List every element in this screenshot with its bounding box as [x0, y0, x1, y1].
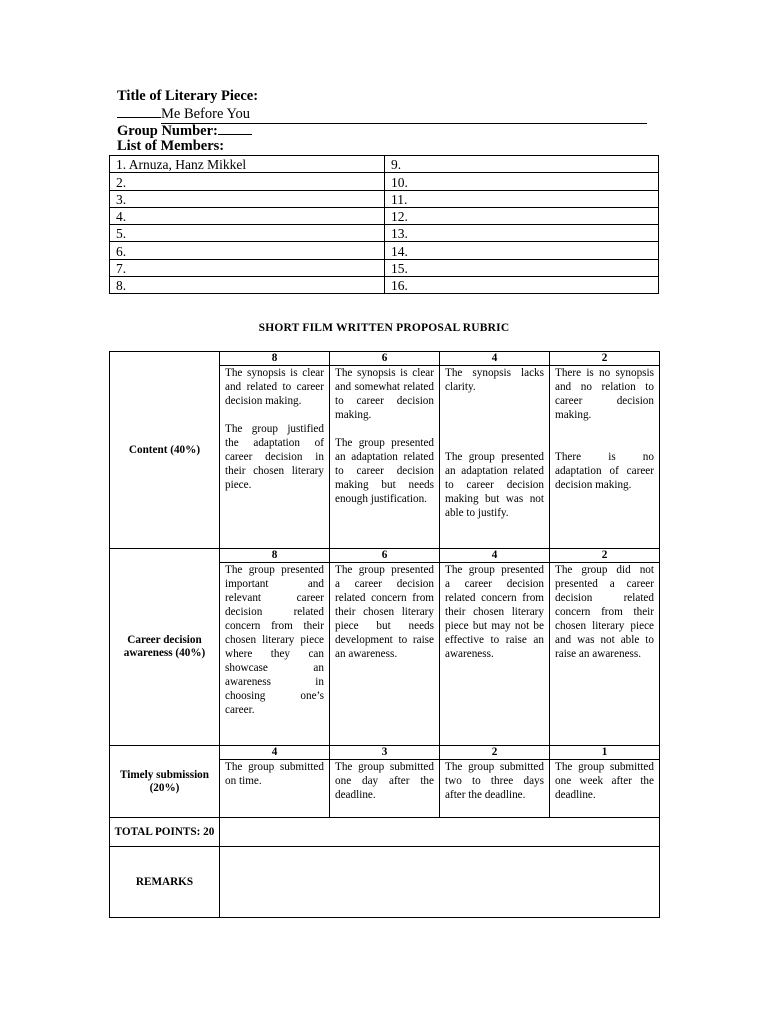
members-table	[109, 155, 659, 294]
total-row	[110, 818, 660, 847]
descriptor-cell: The group submitted one week after the deadline.	[550, 760, 660, 818]
adaptation-descriptor: There is no adaptation of career decision making.	[555, 451, 654, 491]
score-header: 2	[550, 352, 660, 366]
remarks-label: REMARKS	[110, 847, 220, 918]
descriptor-cell: The group did not presented a career decision related concern from their chosen literary piece and was not able to raise an awareness.	[550, 563, 660, 746]
remarks-cell	[220, 847, 660, 918]
synopsis-descriptor: The synopsis lacks clarity.	[445, 367, 544, 393]
descriptor-cell	[550, 366, 660, 549]
member-cell: 9.	[385, 156, 659, 173]
table-row	[110, 207, 659, 224]
literary-piece-title: Me Before You	[161, 106, 647, 124]
total-points-label: TOTAL POINTS: 20	[110, 818, 220, 847]
table-row	[110, 242, 659, 259]
descriptor-cell: The group presented a career decision related concern from their chosen literary piece but may not be effective to raise an awareness.	[440, 563, 550, 746]
title-blank	[117, 104, 161, 118]
descriptor-cell: The group submitted two to three days after the deadline.	[440, 760, 550, 818]
rubric-table	[109, 351, 660, 918]
score-header: 3	[330, 746, 440, 760]
score-header: 1	[550, 746, 660, 760]
member-cell: 11.	[385, 190, 659, 207]
table-row	[110, 225, 659, 242]
member-cell: 7.	[110, 259, 385, 276]
score-row	[110, 549, 660, 563]
adaptation-descriptor: The group presented an adaptation related to career decision making but was not able to justify.	[445, 451, 544, 519]
adaptation-descriptor: The group presented an adaptation related to career decision making but needs enough justification.	[335, 437, 434, 505]
table-row	[110, 190, 659, 207]
score-row	[110, 746, 660, 760]
member-cell: 14.	[385, 242, 659, 259]
score-header: 4	[440, 352, 550, 366]
table-row	[110, 259, 659, 276]
score-header: 8	[220, 352, 330, 366]
group-number-label: Group Number:	[117, 123, 218, 139]
member-cell: 13.	[385, 225, 659, 242]
descriptor-cell: The group submitted on time.	[220, 760, 330, 818]
total-points-cell	[220, 818, 660, 847]
group-number-blank	[218, 121, 252, 135]
score-header: 4	[220, 746, 330, 760]
synopsis-descriptor: The synopsis is clear and related to career decision making.	[225, 367, 324, 407]
score-header: 2	[440, 746, 550, 760]
member-cell: 15.	[385, 259, 659, 276]
descriptor-cell: The group presented a career decision related concern from their chosen literary piece but needs development to raise an awareness.	[330, 563, 440, 746]
table-row	[110, 173, 659, 190]
member-cell: 12.	[385, 207, 659, 224]
members-label: List of Members:	[117, 138, 225, 154]
score-header: 6	[330, 549, 440, 563]
adaptation-descriptor: The group justified the adaptation of career decision in their chosen literary piece.	[225, 423, 324, 491]
criterion-content: Content (40%)	[110, 352, 220, 549]
score-header: 8	[220, 549, 330, 563]
synopsis-descriptor: There is no synopsis and no relation to career decision making.	[555, 367, 654, 421]
remarks-row	[110, 847, 660, 918]
member-cell: 6.	[110, 242, 385, 259]
member-cell: 2.	[110, 173, 385, 190]
synopsis-descriptor: The synopsis is clear and somewhat related to career decision making.	[335, 367, 434, 421]
descriptor-cell	[220, 366, 330, 549]
table-row	[110, 277, 659, 294]
member-cell: 3.	[110, 190, 385, 207]
title-label: Title of Literary Piece:	[117, 88, 259, 104]
criterion-timely: Timely submission (20%)	[110, 746, 220, 818]
member-cell: 1. Arnuza, Hanz Mikkel	[110, 156, 385, 173]
descriptor-cell	[440, 366, 550, 549]
score-header: 4	[440, 549, 550, 563]
score-header: 6	[330, 352, 440, 366]
member-cell: 10.	[385, 173, 659, 190]
criterion-career: Career decision awareness (40%)	[110, 549, 220, 746]
descriptor-cell: The group presented important and relevant career decision related concern from their chosen literary piece where they can showcase an awareness in choosing one’s career.	[220, 563, 330, 746]
score-header: 2	[550, 549, 660, 563]
member-cell: 4.	[110, 207, 385, 224]
member-cell: 5.	[110, 225, 385, 242]
descriptor-cell: The group submitted one day after the deadline.	[330, 760, 440, 818]
score-row	[110, 352, 660, 366]
member-cell: 16.	[385, 277, 659, 294]
descriptor-cell	[330, 366, 440, 549]
member-cell: 8.	[110, 277, 385, 294]
rubric-title: SHORT FILM WRITTEN PROPOSAL RUBRIC	[258, 322, 510, 334]
table-row	[110, 156, 659, 173]
